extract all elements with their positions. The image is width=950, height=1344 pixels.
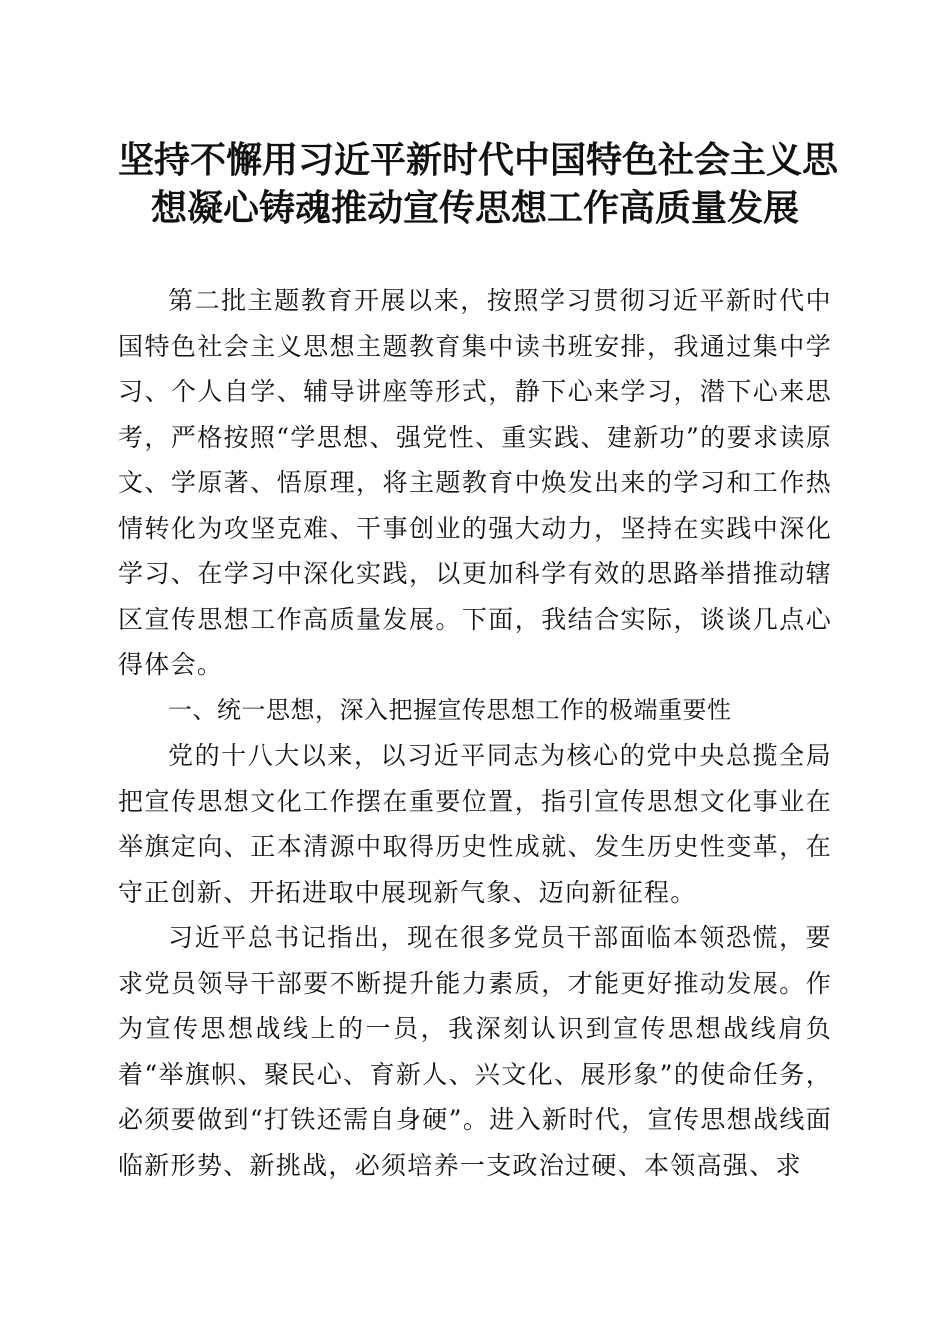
body-paragraph: 习近平总书记指出，现在很多党员干部面临本领恐慌，要求党员领导干部要不断提升能力素质，才能更好推动发展。作为宣传思想战线上的一员，我深刻认识到宣传思想战线肩负着“举旗帜、聚民心、育新人、兴文化、展形象”的使命任务，必须要做到“打铁还需自身硬”。进入新时代，宣传思想战线面临新形势、新挑战，必须培养一支政治过硬、本领高强、求 [118,923,832,1180]
title-line-1: 坚持不懈用习近平新时代中国特色社会主义思 [118,139,839,181]
document-title [118,136,839,232]
section-heading: 一、统一思想，深入把握宣传思想工作的极端重要性 [168,695,732,724]
title-line-2: 想凝心铸魂推动宣传思想工作高质量发展 [150,187,799,229]
intro-paragraph: 第二批主题教育开展以来，按照学习贯彻习近平新时代中国特色社会主义思想主题教育集中读书班安排，我通过集中学习、个人自学、辅导讲座等形式，静下心来学习，潜下心来思考，严格按照“学思想、强党性、重实践、建新功”的要求读原文、学原著、悟原理，将主题教育中焕发出来的学习和工作热情转化为攻坚克难、干事创业的强大动力，坚持在实践中深化学习、在学习中深化实践，以更加科学有效的思路举措推动辖区宣传思想工作高质量发展。下面，我结合实际，谈谈几点心得体会。 [118,286,832,679]
body-paragraph: 党的十八大以来，以习近平同志为核心的党中央总揽全局把宣传思想文化工作摆在重要位置，指引宣传思想文化事业在举旗定向、正本清源中取得历史性成就、发生历史性变革，在守正创新、开拓进取中展现新气象、迈向新征程。 [118,741,832,907]
document-body [118,278,832,1188]
